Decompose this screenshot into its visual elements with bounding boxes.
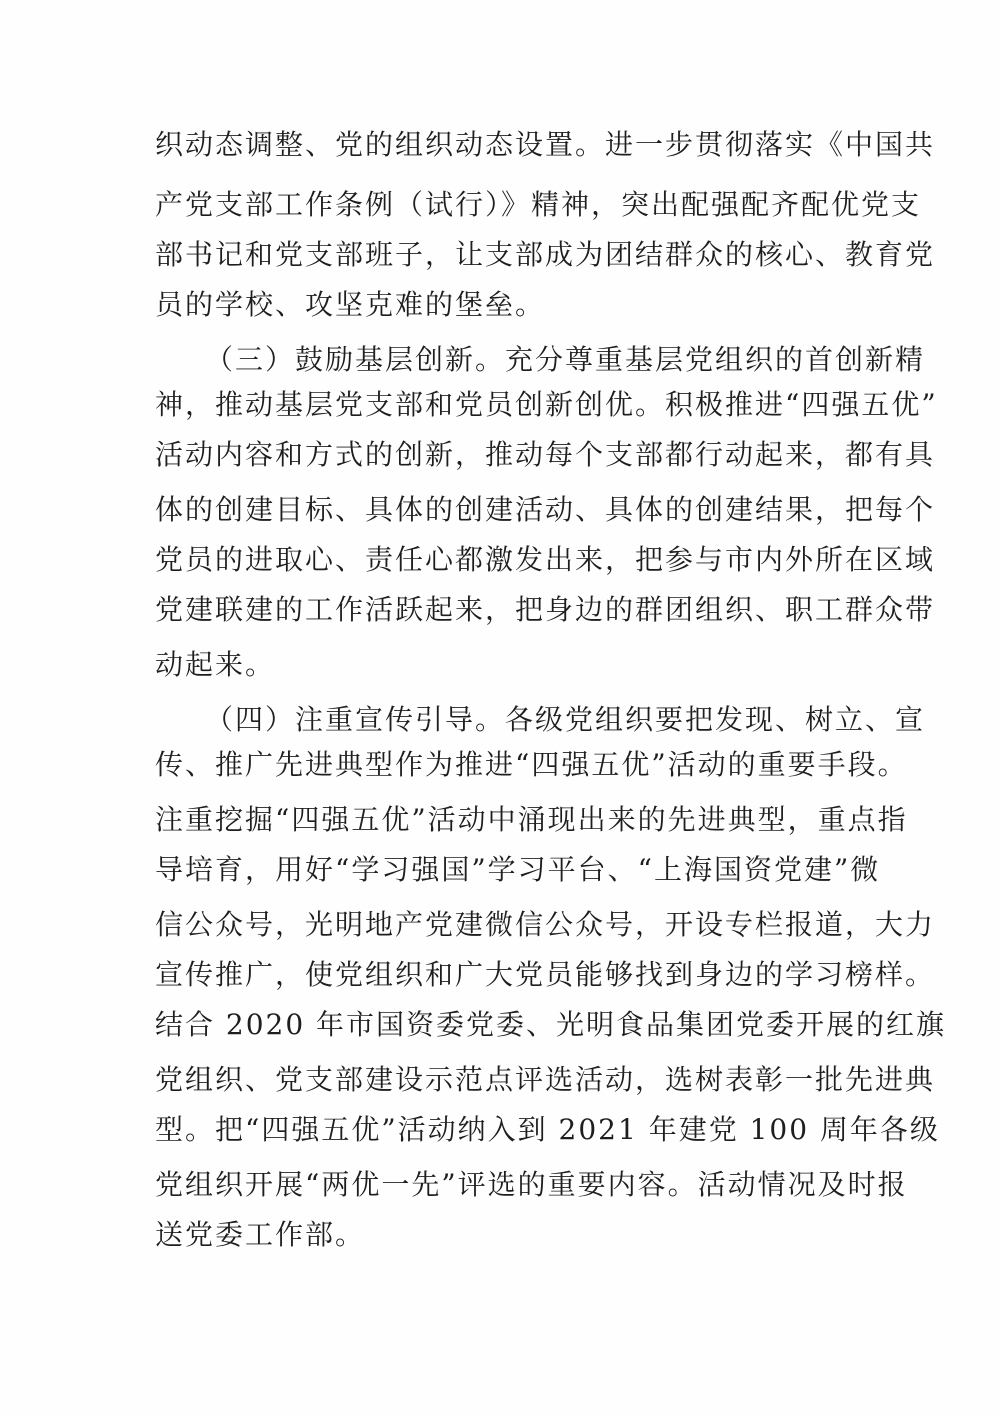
text-line: 传、推广先进典型作为推进“四强五优”活动的重要手段。 bbox=[155, 748, 908, 781]
text-line: 注重挖掘“四强五优”活动中涌现出来的先进典型，重点指 bbox=[155, 803, 908, 836]
text-line: 党组织、党支部建设示范点评选活动，选树表彰一批先进典 bbox=[155, 1063, 936, 1096]
text-line: 信公众号，光明地产党建微信公众号，开设专栏报道，大力 bbox=[155, 908, 936, 941]
section-heading-line: （三）鼓励基层创新。充分尊重基层党组织的首创新精 bbox=[205, 343, 926, 376]
text-line: 党建联建的工作活跃起来，把身边的群团组织、职工群众带 bbox=[155, 593, 936, 626]
section-heading-line: （四）注重宣传引导。各级党组织要把发现、树立、宣 bbox=[205, 703, 926, 736]
text-line: 产党支部工作条例（试行）》精神，突出配强配齐配优党支 bbox=[155, 188, 922, 221]
text-line: 动起来。 bbox=[155, 648, 276, 681]
text-line: 活动内容和方式的创新，推动每个支部都行动起来，都有具 bbox=[155, 438, 936, 471]
text-line: 导培育，用好“学习强国”学习平台、“上海国资党建”微 bbox=[155, 853, 881, 886]
text-line: 送党委工作部。 bbox=[155, 1218, 366, 1251]
text-line: 部书记和党支部班子，让支部成为团结群众的核心、教育党 bbox=[155, 238, 936, 271]
text-line: 员的学校、攻坚克难的堡垒。 bbox=[155, 288, 546, 321]
text-line: 型。把“四强五优”活动纳入到 2021 年建党 100 周年各级 bbox=[155, 1113, 940, 1146]
text-line: 宣传推广，使党组织和广大党员能够找到身边的学习榜样。 bbox=[155, 958, 936, 991]
text-line: 结合 2020 年市国资委党委、光明食品集团党委开展的红旗 bbox=[155, 1008, 947, 1041]
text-line: 党组织开展“两优一先”评选的重要内容。活动情况及时报 bbox=[155, 1168, 908, 1201]
text-line: 神，推动基层党支部和党员创新创优。积极推进“四强五优” bbox=[155, 388, 938, 421]
text-line: 体的创建目标、具体的创建活动、具体的创建结果，把每个 bbox=[155, 493, 936, 526]
text-line: 党员的进取心、责任心都激发出来，把参与市内外所在区域 bbox=[155, 543, 936, 576]
text-line: 织动态调整、党的组织动态设置。进一步贯彻落实《中国共 bbox=[155, 128, 936, 161]
